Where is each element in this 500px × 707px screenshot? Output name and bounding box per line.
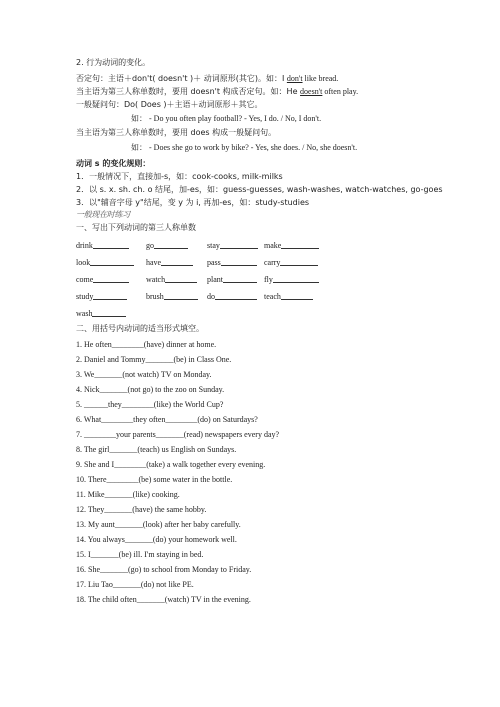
answer-blank[interactable]	[165, 274, 197, 283]
verb-item: plant	[207, 274, 264, 285]
verb-item: have	[146, 257, 207, 268]
answer-blank[interactable]	[221, 257, 257, 266]
question-example-2: 如： - Does she go to work by bike? - Yes, she does. / No, she doesn't.	[131, 143, 358, 152]
verb-item: study	[76, 291, 146, 302]
verb-item: make	[264, 240, 334, 251]
answer-blank[interactable]	[93, 291, 127, 300]
verb-item: brush	[146, 291, 207, 302]
verb-item: carry	[264, 257, 334, 268]
exercise-2-title: 二、用括号内动词的适当形式填空。	[76, 324, 204, 333]
question-item[interactable]: 9. She and I________(take) a walk together every evening.	[76, 460, 266, 469]
answer-blank[interactable]	[220, 240, 258, 249]
answer-blank[interactable]	[93, 240, 129, 249]
section-heading: 2. 行为动词的变化。	[76, 58, 151, 67]
answer-blank[interactable]	[281, 240, 319, 249]
exercise-2-list	[76, 340, 436, 610]
question-item[interactable]: 12. They_______(have) the same hobby.	[76, 505, 207, 514]
question-item[interactable]: 13. My aunt_______(look) after her baby carefully.	[76, 520, 241, 529]
answer-blank[interactable]	[93, 274, 129, 283]
dont-word: don't	[286, 74, 303, 83]
question-item[interactable]: 15. I_______(be) ill. I'm staying in bed.	[76, 550, 204, 559]
question-item[interactable]: 6. What________they often________(do) on Saturdays?	[76, 415, 258, 424]
answer-blank[interactable]	[154, 240, 188, 249]
question-rule-2: 当主语为第三人称单数时，要用 does 构成一般疑问句。	[76, 128, 277, 137]
third-person-negative-suffix: often play.	[322, 87, 359, 96]
verb-s-rule-1: 1．一般情况下，直接加-s，如：cook-cooks, milk-milks	[76, 172, 283, 181]
question-item[interactable]: 10. There________(be) some water in the bottle.	[76, 475, 233, 484]
answer-blank[interactable]	[281, 291, 313, 300]
doesnt-word: doesn't	[300, 87, 323, 96]
verb-item: go	[146, 240, 207, 251]
answer-blank[interactable]	[92, 308, 126, 317]
verb-list	[76, 240, 436, 319]
verb-item: wash	[76, 308, 146, 319]
question-item[interactable]: 7. ________your parents_______(read) newspapers every day?	[76, 430, 280, 439]
third-person-negative-rule	[76, 87, 436, 97]
garbled-heading: 一般现在时练习	[76, 210, 130, 219]
negative-rule-text: 否定句：主语＋don't( doesn't )＋ 动词原形(其它)。如：I	[76, 74, 287, 83]
verb-s-title: 动词 s 的变化规则：	[76, 159, 151, 168]
verb-item: drink	[76, 240, 146, 251]
question-rule: 一般疑问句：Do( Does )＋主语＋动词原形＋其它。	[76, 100, 263, 109]
verb-item: do	[207, 291, 264, 302]
question-item[interactable]: 1. He often________(have) dinner at home.	[76, 340, 217, 349]
verb-item: come	[76, 274, 146, 285]
verb-item: stay	[207, 240, 264, 251]
negative-rule-suffix: like bread.	[302, 74, 339, 83]
answer-blank[interactable]	[280, 257, 318, 266]
exercise-1-title: 一、写出下列动词的第三人称单数	[76, 223, 196, 232]
negative-rule	[76, 74, 436, 84]
question-item[interactable]: 18. The child often_______(watch) TV in the evening.	[76, 595, 251, 604]
question-item[interactable]: 4. Nick_______(not go) to the zoo on Sunday.	[76, 385, 225, 394]
question-item[interactable]: 16. She_______(go) to school from Monday to Friday.	[76, 565, 252, 574]
verb-item: watch	[146, 274, 207, 285]
verb-item: teach	[264, 291, 334, 302]
question-item[interactable]: 17. Liu Tao_______(do) not like PE.	[76, 580, 194, 589]
question-item[interactable]: 14. You always_______(do) your homework well.	[76, 535, 237, 544]
question-example-1: 如： - Do you often play football? - Yes, I do. / No, I don't.	[131, 114, 322, 123]
answer-blank[interactable]	[273, 274, 319, 283]
question-item[interactable]: 3. We_______(not watch) TV on Monday.	[76, 370, 212, 379]
answer-blank[interactable]	[215, 291, 257, 300]
question-item[interactable]: 5. ______they________(like) the World Cup?	[76, 400, 224, 409]
answer-blank[interactable]	[90, 257, 134, 266]
question-item[interactable]: 8. The girl_______(teach) us English on Sundays.	[76, 445, 237, 454]
verb-s-rule-2: 2．以 s. x. sh. ch. o 结尾，加-es，如：guess-guesses, wash-washes, watch-watches, go-goes	[76, 185, 443, 194]
question-item[interactable]: 2. Daniel and Tommy_______(be) in Class One.	[76, 355, 232, 364]
verb-item: pass	[207, 257, 264, 268]
verb-item: fly	[264, 274, 334, 285]
question-item[interactable]: 11. Mike_______(like) cooking.	[76, 490, 180, 499]
verb-s-rule-3: 3．以"辅音字母 y"结尾，变 y 为 i, 再加-es，如：study-studies	[76, 198, 310, 207]
answer-blank[interactable]	[223, 274, 257, 283]
third-person-negative-text: 当主语为第三人称单数时，要用 doesn't 构成否定句。如：He	[76, 87, 301, 96]
worksheet	[76, 58, 443, 610]
verb-item: look	[76, 257, 146, 268]
answer-blank[interactable]	[161, 257, 193, 266]
answer-blank[interactable]	[164, 291, 198, 300]
